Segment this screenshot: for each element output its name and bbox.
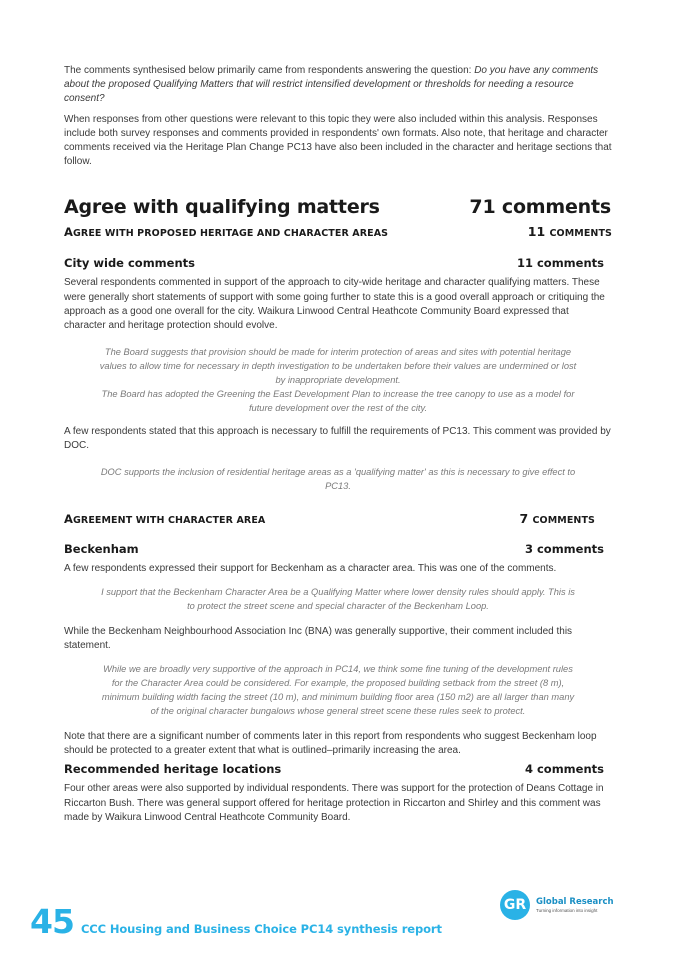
subsection-title-rest: GREE WITH PROPOSED HERITAGE AND CHARACTER AREAS — [73, 228, 389, 240]
recommended-paragraph-1: Four other areas were also supported by individual respondents. There was support for the protection of Deans Cottage in Riccarton Bush. There was general support offered for heritage protection in Riccarton and Shirley and this comment was made by Waikura Linwood Central Heathcote Community Board. — [64, 783, 604, 823]
report-name: CCC Housing and Business Choice PC14 synthesis report — [80, 922, 442, 936]
page-footer — [30, 902, 442, 941]
logo-mark-icon: GR — [500, 890, 530, 920]
subsection-count — [520, 511, 595, 526]
logo-text — [536, 897, 614, 914]
subsection-count-number: 7 — [519, 510, 529, 526]
topic-count: 3 comments — [524, 541, 604, 556]
beckenham-quote-1: I support that the Beckenham Character Area be a Qualifying Matter where lower density rules should apply. This is to protect the street scene and special character of the Beckenham Loop. — [101, 587, 575, 612]
subsection-title-initial: A — [64, 225, 74, 240]
citywide-paragraph-2: A few respondents stated that this approach is necessary to fulfill the requirements of PC13. This comment was provided by DOC. — [64, 425, 611, 451]
intro-question: Do you have any comments about the proposed Qualifying Matters that will restrict intensified development or thresholds for needing a resource consent? — [64, 65, 599, 105]
topic-heading-recommended — [64, 762, 612, 776]
beckenham-paragraph-1: A few respondents expressed their support for Beckenham as a character area. This was one of the comments. — [64, 562, 557, 574]
topic-title: Beckenham — [64, 541, 139, 556]
subsection-title-rest: GREEMENT WITH CHARACTER AREA — [73, 514, 266, 526]
section-title: Agree with qualifying matters — [64, 196, 380, 219]
intro-text: The comments synthesised below primarily came from respondents answering the question: — [64, 65, 475, 76]
beckenham-paragraph-2: While the Beckenham Neighbourhood Association Inc (BNA) was generally supportive, their comment included this statement. — [64, 626, 573, 652]
intro-paragraph-2: When responses from other questions were relevant to this topic they were also included within this analysis. Responses include both survey responses and comments provided in respondents' own formats. Also note, that heritage and character comments received via the Heritage Plan Change PC13 have also been included in the character and heritage sections that follow. — [64, 113, 612, 168]
subsection-heading-character — [64, 511, 612, 526]
logo-name: Global Research — [536, 896, 614, 907]
company-logo — [500, 890, 614, 920]
beckenham-paragraph-3: Note that there are a significant number of comments later in this report from respondents who suggest Beckenham loop should be protected to a greater extent that what is outlined–primarily increasing the area. — [64, 731, 597, 757]
page-content — [64, 64, 612, 825]
subsection-title — [64, 225, 388, 239]
page-number: 45 — [30, 902, 74, 941]
citywide-quote-2: The Board has adopted the Greening the East Development Plan to increase the tree canopy to use as a model for future development over the rest of the city. — [101, 388, 575, 413]
topic-heading-beckenham — [64, 542, 612, 556]
beckenham-quote-2: While we are broadly very supportive of the approach in PC14, we think some fine tuning of the development rules for the Character Area could be considered. For example, the proposed building setback from the street (8 m), minimum building width facing the street (10 m), and minimum building floor area (150 m2) are all larger than many of the original character bungalows whose general street scene these rules seek to protect. — [101, 664, 575, 717]
topic-title: Recommended heritage locations — [64, 762, 282, 777]
subsection-heading-heritage — [64, 224, 612, 239]
intro-paragraph-1 — [64, 64, 612, 107]
subsection-count — [528, 224, 612, 239]
citywide-paragraph-1: Several respondents commented in support of the approach to city-wide heritage and character qualifying matters. These were generally short statements of support with some going further to state this is a good overall approach or critiquing the approach as a good one overall for the city. Waikura Linwood Central Heathcote Community Board expressed that character and heritage protection should evolve. — [64, 277, 605, 332]
citywide-quote-1: The Board suggests that provision should be made for interim protection of areas and sites with potential heritage values to allow time for necessary in depth investigation to be undertaken before their values are undermined or lost by inappropriate development. — [99, 347, 577, 386]
topic-heading-citywide — [64, 256, 612, 270]
subsection-count-label: COMMENTS — [532, 514, 595, 526]
section-count: 71 comments — [469, 196, 611, 219]
subsection-title — [64, 512, 265, 526]
topic-count: 4 comments — [524, 762, 604, 777]
topic-count: 11 comments — [516, 256, 604, 271]
subsection-title-initial: A — [64, 511, 74, 526]
topic-title: City wide comments — [64, 256, 195, 271]
citywide-quote-3: DOC supports the inclusion of residential heritage areas as a 'qualifying matter' as this is necessary to give effect to PC13. — [100, 467, 576, 492]
section-heading — [64, 196, 612, 218]
subsection-count-label: COMMENTS — [549, 228, 612, 240]
logo-tagline: Turning information into insight — [536, 907, 598, 913]
subsection-count-number: 11 — [527, 224, 546, 240]
